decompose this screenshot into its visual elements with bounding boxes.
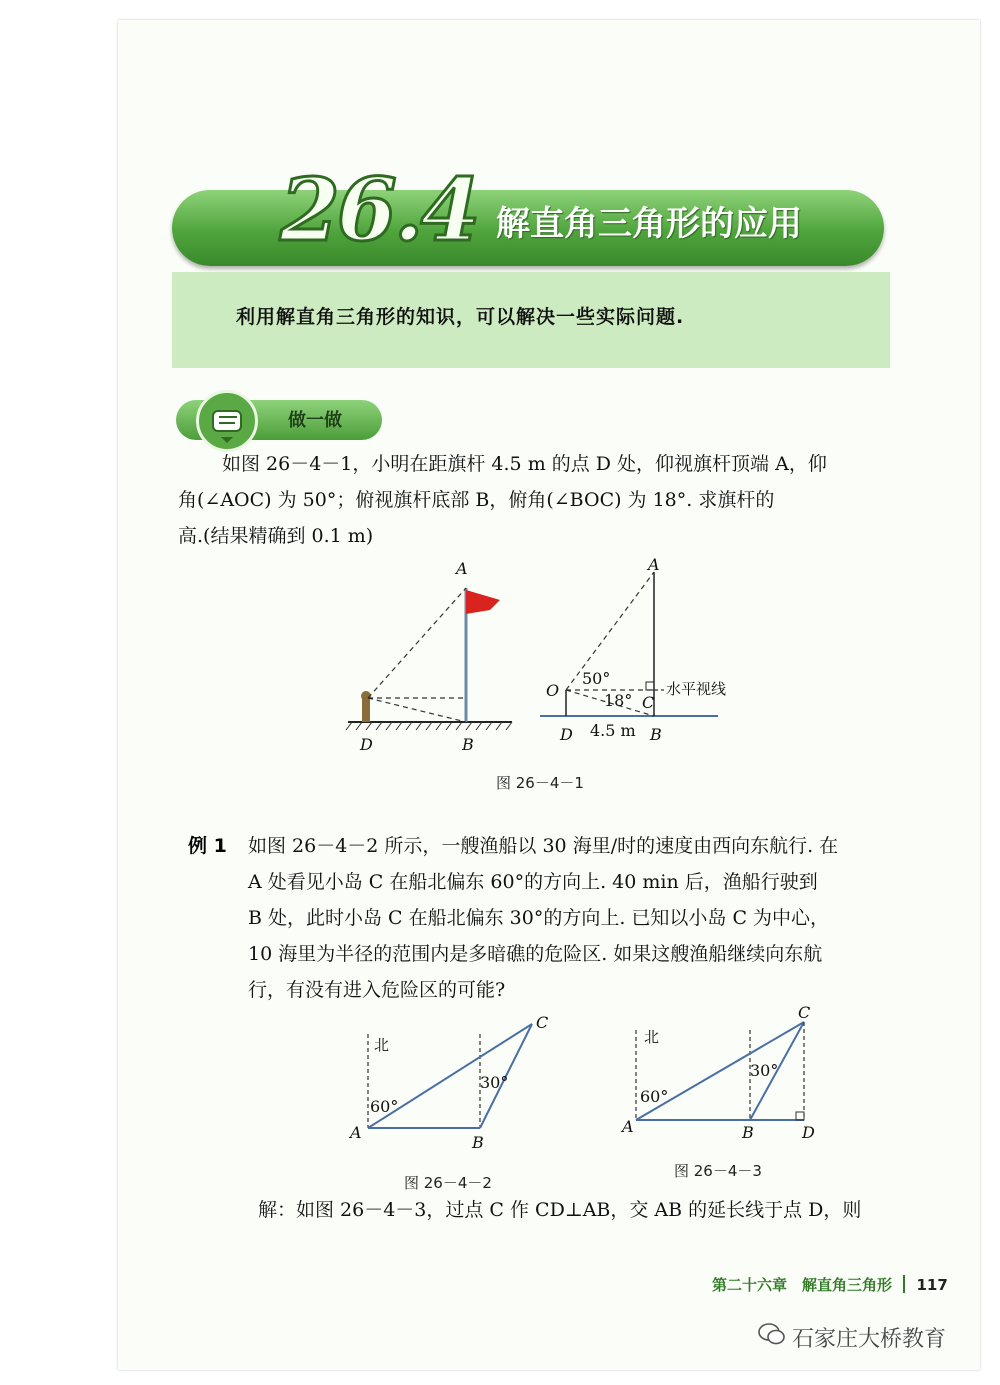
label-B: B — [742, 1123, 754, 1142]
label-D: D — [802, 1123, 815, 1142]
solution-line-1: 解：如图 26－4－3，过点 C 作 CD⊥AB，交 AB 的延长线于点 D，则 — [258, 1199, 862, 1221]
solution-text — [258, 1192, 861, 1228]
flag — [466, 590, 500, 614]
section-number: 26.4 — [280, 160, 478, 261]
example-line-2: A 处看见小岛 C 在船北偏东 60°的方向上. 40 min 后，渔船行驶到 — [248, 871, 818, 893]
problem-text — [178, 446, 827, 554]
example-line-5: 行，有没有进入危险区的可能? — [248, 979, 506, 1001]
person — [362, 698, 370, 722]
section-title: 解直角三角形的应用 — [496, 204, 802, 244]
angle-50: 50° — [582, 669, 611, 688]
label-C: C — [798, 1003, 811, 1022]
problem-line-1: 如图 26－4－1，小明在距旗杆 4.5 m 的点 D 处，仰视旗杆顶端 A，仰 — [222, 453, 827, 475]
example-tag: 例 1 — [188, 835, 227, 857]
label-C: C — [642, 693, 655, 712]
figure-2-caption: 图 26－4－2 — [404, 1174, 492, 1192]
label-C: C — [536, 1013, 549, 1032]
label-D2: D — [560, 725, 573, 744]
figure-3-caption: 图 26－4－3 — [674, 1162, 762, 1180]
label-B: B — [472, 1133, 484, 1150]
activity-label: 做一做 — [288, 410, 342, 431]
figure-26-4-2 — [340, 1010, 570, 1150]
angle-30: 30° — [750, 1061, 779, 1080]
angle-diagram — [540, 555, 726, 744]
wechat-icon — [758, 1322, 786, 1350]
page-number: 117 — [916, 1276, 948, 1294]
example-line-3: B 处，此时小岛 C 在船北偏东 30°的方向上. 已知以小岛 C 为中心， — [248, 907, 830, 929]
example-text — [248, 828, 838, 1008]
horizon-label: 水平视线 — [666, 680, 727, 698]
page-footer — [712, 1274, 948, 1295]
label-A: A — [350, 1123, 362, 1142]
label-B2: B — [650, 725, 662, 744]
angle-18: 18° — [604, 691, 633, 710]
angle-30: 30° — [480, 1073, 509, 1092]
north-label: 北 — [374, 1036, 390, 1054]
north-label: 北 — [644, 1028, 660, 1046]
angle-60: 60° — [640, 1087, 669, 1106]
distance-label: 4.5 m — [590, 721, 636, 740]
problem-line-3: 高.(结果精确到 0.1 m) — [178, 525, 374, 547]
label-B: B — [462, 735, 474, 754]
label-O: O — [546, 681, 560, 700]
figure-26-4-3 — [616, 1000, 846, 1150]
label-A: A — [456, 559, 468, 578]
intro-text: 利用解直角三角形的知识，可以解决一些实际问题. — [236, 306, 685, 328]
label-A2: A — [648, 555, 660, 574]
angle-60: 60° — [370, 1097, 399, 1116]
footer-chapter: 第二十六章 解直角三角形 — [712, 1276, 893, 1294]
label-D: D — [360, 735, 373, 754]
figure-26-4-1 — [340, 552, 730, 762]
hand-icon — [196, 390, 258, 452]
example-line-1: 如图 26－4－2 所示，一艘渔船以 30 海里/时的速度由西向东航行. 在 — [248, 835, 839, 857]
example-line-4: 10 海里为半径的范围内是多暗礁的危险区. 如果这艘渔船继续向东航 — [248, 943, 823, 965]
label-A: A — [622, 1117, 634, 1136]
flagpole-scene — [346, 559, 512, 754]
figure-1-caption: 图 26－4－1 — [496, 774, 584, 792]
watermark: 石家庄大桥教育 — [792, 1327, 947, 1352]
problem-line-2: 角(∠AOC) 为 50°；俯视旗杆底部 B，俯角(∠BOC) 为 18°. 求旗杆的 — [178, 489, 775, 511]
